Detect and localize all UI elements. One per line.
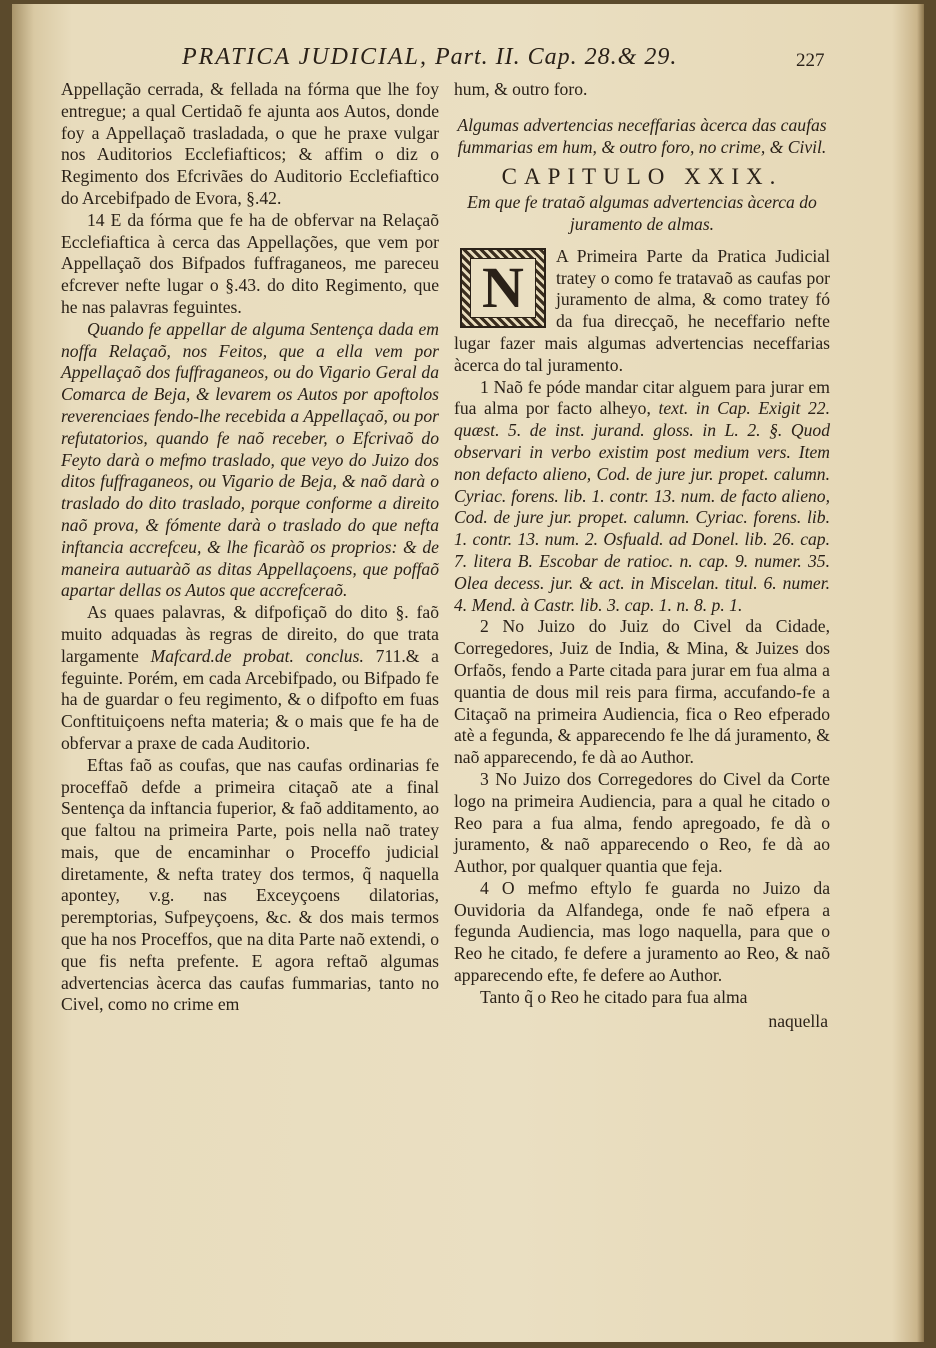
ornamental-initial-icon	[460, 248, 546, 328]
left-paragraph-1: Appellação cerrada, & fellada na fórma que lhe foy entregue; a qual Certidaõ fe ajunta aos Autos, donde foy a Appellaçaõ trasladada, o que he praxe vulgar nos Auditorios Ecclefiafticos; & affim o diz o Regimento dos Efcrivães do Auditorio Ecclefiaftico do Arcebifpado de Evora, §.42.	[61, 79, 439, 208]
left-paragraph-3-text-b: 711.& a feguinte. Porém, em cada Arcebifpado, ou Bifpado fe ha de guardar o feu regimento, & o difpofto em fuas Conftituiçoens nefta materia; & o mais que fe ha de obfervar a praxe de cada Auditorio.	[61, 645, 439, 753]
page-number: 227	[796, 50, 825, 71]
right-paragraph-4: 3 No Juizo dos Corregedores do Civel da Corte logo na primeira Audiencia, para a qual he citado o Reo para a fua alma, fendo apregoado, fe dà o juramento, & naõ apparecendo o Reo, fe dà ao Author, por qualquer quantia que feja.	[454, 768, 830, 877]
left-paragraph-3	[61, 602, 439, 755]
left-paragraph-3-text-a: As quaes palavras, & difpofiçaõ do dito §. faõ muito adquadas às regras de direito, do que trata largamente	[61, 602, 439, 666]
dropcap-letter: N	[470, 258, 536, 318]
regimento-quotation: Quando fe appellar de alguma Sentença dada em noffa Relaçaõ, nos Feitos, que a ella vem por Appellaçaõ dos fuffraganeos, ou do Vigario Geral da Comarca de Beja, & levarem os Autos por apoftolos reverenciaes fendo-lhe recebida a Appellaçaõ, ou por refutatorios, quando fe naõ receber, o Efcrivaõ do Feyto darà o mefmo traslado, que veyo do Juizo dos ditos fuffraganeos, ou Vigario de Beja, & naõ darà o traslado do dito traslado, porque conforme a direito naõ prova, & fómente darà o traslado do que nefta inftancia accrefceu, & lhe ficaràõ os proprios: & de maneira autuaràõ as ditas Appellaçoens, que poffaõ apartar dellas os Autos que accrefceraõ.	[61, 318, 439, 601]
left-paragraph-3-citation: Mafcard.de probat. conclus.	[150, 645, 364, 666]
right-paragraph-2-text: 1 Naõ fe póde mandar citar alguem para jurar em fua alma por facto alheyo,	[454, 376, 830, 419]
part-chapter-reference: Part. II. Cap. 28.& 29.	[434, 44, 678, 70]
left-paragraph-2: 14 E da fórma que fe ha de obfervar na Relaçaõ Ecclefiaftica à cerca das Appellações, que vem por Appellaçaõ dos Bifpados fuffraganeos, me pareceu efcrever nefte lugar o §.43. do dito Regimento, que he nas palavras feguintes.	[61, 209, 439, 317]
left-column	[61, 79, 439, 1016]
right-column	[454, 79, 830, 1032]
catchword: naquella	[768, 1010, 828, 1031]
running-title: PRATICA JUDICIAL,	[182, 44, 428, 70]
right-paragraph-6: Tanto q̃ o Reo he citado para fua alma	[480, 986, 748, 1007]
chapter-summary: Em que fe trataõ algumas advertencias àcerca do juramento de almas.	[467, 192, 817, 234]
right-paragraph-3: 2 No Juizo do Juiz do Civel da Cidade, Corregedores, Juiz de India, & Mina, & Juizes dos Orfaõs, fendo a Parte citada para jurar em fua alma a quantia de dous mil reis para firma, accufando-fe a Citaçaõ na primeira Audiencia, fica o Reo efperado atè a fegunda, & apparecendo fe lhe dá juramento, & naõ apparecendo, fe dà ao Author.	[454, 616, 830, 768]
opening-paragraph-block	[454, 246, 830, 377]
section-title: Algumas advertencias neceffarias àcerca das caufas fummarias em hum, & outro foro, no crime, & Civil.	[457, 114, 827, 157]
right-paragraph-2	[454, 377, 830, 617]
book-page	[12, 4, 924, 1342]
left-paragraph-4: Eftas faõ as coufas, que nas caufas ordinarias fe proceffaõ defde a primeira citaçaõ ate a final Sentença da inftancia fuperior, & faõ additamento, ao que faltou na primeira Parte, pois nella naõ tratey mais, que de encaminhar o Proceffo judicial diretamente, & nefta tratey dos termos, q̃ naquella apontey, v.g. nas Exceyçoens dilatorias, peremptorias, Sufpeyçoens, &c. & dos mais termos que ha nos Proceffos, que na dita Parte naõ extendi, o que fis nefta prefente. E agora reftaõ algumas advertencias àcerca das caufas fummarias, tanto no Civel, como no crime em	[61, 754, 439, 1015]
right-paragraph-2-citations: text. in Cap. Exigit 22. quæst. 5. de inst. jurand. gloss. in L. 2. §. Quod observari in verbo existim post medium vers. Item non defacto alieno, Cod. de jure jur. propet. calumn. Cyriac. forens. lib. 1. contr. 13. num. de facto alieno, Cod. de jure jur. propet. calumn. Cyriac. forens. lib. 1. contr. 13. num. 2. Osfuald. ad Donel. lib. 26. cap. 7. litera B. Escobar de ratioc. n. cap. 9. numer. 35. Olea decess. jur. & act. in Miscelan. titul. 6. numer. 4. Mend. à Castr. lib. 3. cap. 1. n. 8. p. 1.	[454, 398, 830, 615]
running-header	[182, 44, 742, 71]
chapter-heading: CAPITULO XXIX.	[501, 164, 783, 190]
right-continuation-line: hum, & outro foro.	[454, 79, 588, 99]
right-paragraph-1: A Primeira Parte da Pratica Judicial tratey o como fe tratavaõ as caufas por juramento de alma, & como tratey fó da fua direcçaõ, he neceffario nefte lugar fazer mais algumas advertencias neceffarias àcerca do tal juramento.	[454, 245, 830, 375]
right-paragraph-5: 4 O mefmo eftylo fe guarda no Juizo da Ouvidoria da Alfandega, onde fe naõ efpera a fegunda Audiencia, mas logo naquella, para que o Reo he citado, fe defere a juramento ao Reo, & naõ apparecendo efte, fe defere ao Author.	[454, 877, 830, 986]
